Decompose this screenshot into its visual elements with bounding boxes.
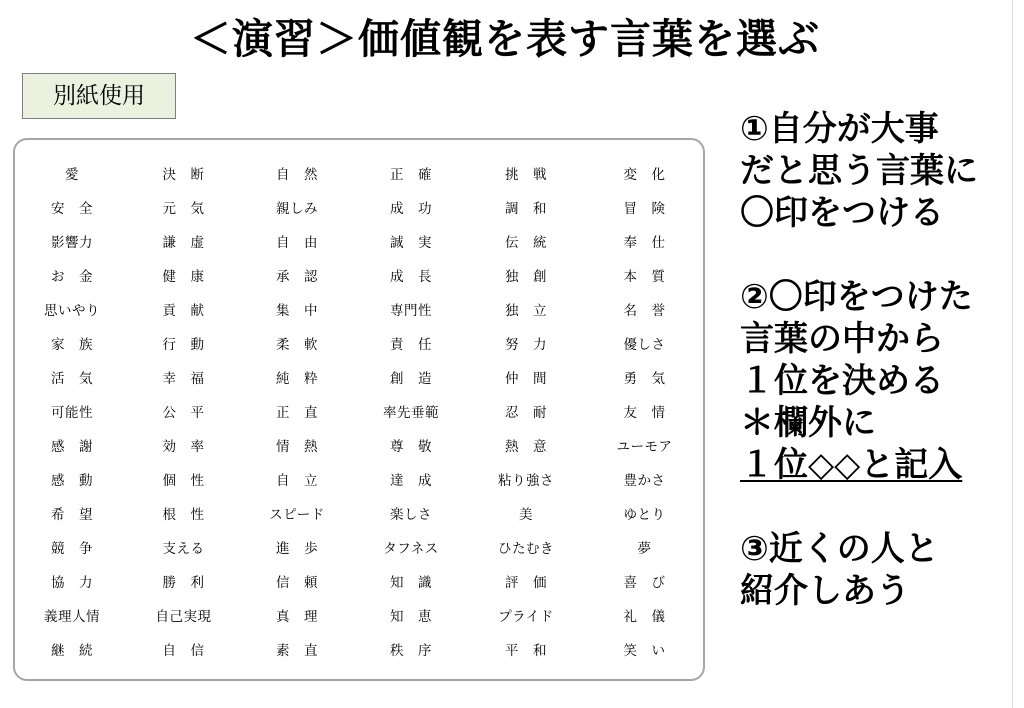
value-word: 継 続 [51, 643, 93, 659]
value-word: 奉 仕 [623, 235, 666, 251]
value-word: 専門性 [390, 303, 432, 319]
value-word: 根 性 [162, 507, 205, 523]
value-word: 成 功 [390, 201, 432, 217]
instructions [740, 108, 1008, 612]
value-word: 公 平 [162, 405, 205, 421]
value-word: ユーモア [616, 439, 673, 455]
value-words-panel [13, 138, 705, 681]
value-word: 優しさ [623, 337, 666, 353]
value-word: 競 争 [51, 541, 93, 557]
value-word: 承 認 [276, 269, 318, 285]
value-word: 勇 気 [623, 371, 666, 387]
value-word: 評 価 [505, 575, 547, 591]
step3-line: ③近くの人と [740, 529, 939, 569]
value-word: 夢 [637, 541, 652, 557]
value-word: 本 質 [623, 269, 666, 285]
value-word: 活 気 [51, 371, 93, 387]
value-word: 平 和 [505, 643, 547, 659]
value-word: 尊 敬 [390, 439, 432, 455]
value-word: 知 恵 [390, 609, 432, 625]
value-word: 楽しさ [390, 507, 432, 523]
value-word: 健 康 [162, 269, 205, 285]
value-word: 義理人情 [44, 609, 100, 625]
value-word: 純 粋 [276, 371, 318, 387]
value-word: 自 然 [276, 167, 318, 183]
value-word: 幸 福 [162, 371, 205, 387]
value-word: お 金 [51, 269, 93, 285]
value-word: 誠 実 [390, 235, 432, 251]
step3-line: 紹介しあう [740, 571, 910, 611]
slide-edge-divider [1012, 0, 1013, 708]
value-word: 笑 い [623, 643, 666, 659]
value-word: 信 頼 [276, 575, 318, 591]
value-word: 伝 統 [505, 235, 547, 251]
value-word: 自 信 [162, 643, 205, 659]
value-word: 決 断 [162, 167, 205, 183]
value-word: 謙 虚 [162, 235, 205, 251]
step2-line: ②〇印をつけた [740, 277, 973, 317]
value-word: 正 直 [276, 405, 318, 421]
value-word: 仲 間 [505, 371, 547, 387]
value-word: 友 情 [623, 405, 666, 421]
value-word: タフネス [383, 541, 439, 557]
value-word: 自 由 [276, 235, 318, 251]
value-word: 変 化 [623, 167, 666, 183]
value-word: 柔 軟 [276, 337, 318, 353]
value-word: 美 [519, 507, 533, 523]
value-word: 秩 序 [390, 643, 432, 659]
step1-line: ①自分が大事 [740, 109, 939, 149]
value-word: 協 力 [51, 575, 93, 591]
step1-line: 〇印をつける [740, 193, 944, 233]
value-word: 正 確 [390, 167, 432, 183]
value-word: 冒 険 [623, 201, 666, 217]
value-word: 名 誉 [623, 303, 666, 319]
value-word: 喜 び [623, 575, 666, 591]
value-word: 行 動 [162, 337, 205, 353]
value-word: スピード [269, 507, 325, 523]
step2-rank-note: １位◇◇と記入 [740, 445, 963, 485]
value-word: 親しみ [276, 201, 318, 217]
value-word: 独 創 [505, 269, 547, 285]
value-word: 自 立 [276, 473, 318, 489]
value-word: 愛 [65, 167, 79, 183]
value-word: 知 識 [390, 575, 432, 591]
value-word: 勝 利 [162, 575, 205, 591]
value-word: 可能性 [51, 405, 93, 421]
value-word: 粘り強さ [498, 473, 554, 489]
value-word: 熱 意 [505, 439, 547, 455]
step2-line: １位を決める [740, 361, 944, 401]
value-word: 希 望 [51, 507, 93, 523]
value-word: 真 理 [276, 609, 318, 625]
value-word: 感 動 [51, 473, 93, 489]
value-word: ゆとり [623, 507, 666, 523]
value-word: 達 成 [390, 473, 432, 489]
value-word: 成 長 [390, 269, 432, 285]
value-word: 影響力 [51, 235, 93, 251]
value-word: 忍 耐 [505, 405, 547, 421]
value-word: 貢 献 [162, 303, 205, 319]
value-word: 責 任 [390, 337, 432, 353]
value-word: 創 造 [390, 371, 432, 387]
value-word: 礼 儀 [623, 609, 666, 625]
value-word: 自己実現 [155, 609, 212, 625]
value-word: 率先垂範 [383, 405, 439, 421]
value-word: 情 熱 [276, 439, 318, 455]
step2-line: 言葉の中から [740, 319, 944, 359]
value-word: 家 族 [51, 337, 93, 353]
value-word: プライド [498, 609, 554, 625]
value-word: 集 中 [276, 303, 318, 319]
value-word: 効 率 [162, 439, 205, 455]
value-word: 支える [162, 541, 205, 557]
attachment-tag: 別紙使用 [22, 73, 176, 119]
value-word: 素 直 [276, 643, 318, 659]
value-word: 個 性 [162, 473, 205, 489]
value-word: 元 気 [162, 201, 205, 217]
value-word: 調 和 [505, 201, 547, 217]
step2-line: ＊欄外に [740, 403, 876, 443]
value-word: ひたむき [498, 541, 554, 557]
value-word: 思いやり [44, 303, 100, 319]
step1-line: だと思う言葉に [740, 151, 978, 191]
page-title: ＜演習＞価値観を表す言葉を選ぶ [190, 15, 820, 63]
value-word: 豊かさ [623, 473, 666, 489]
value-word: 独 立 [505, 303, 547, 319]
value-word: 努 力 [505, 337, 547, 353]
value-word: 安 全 [51, 201, 93, 217]
value-word: 感 謝 [51, 439, 93, 455]
value-word: 挑 戦 [505, 167, 547, 183]
value-word: 進 歩 [276, 541, 318, 557]
value-words-grid [15, 156, 703, 666]
